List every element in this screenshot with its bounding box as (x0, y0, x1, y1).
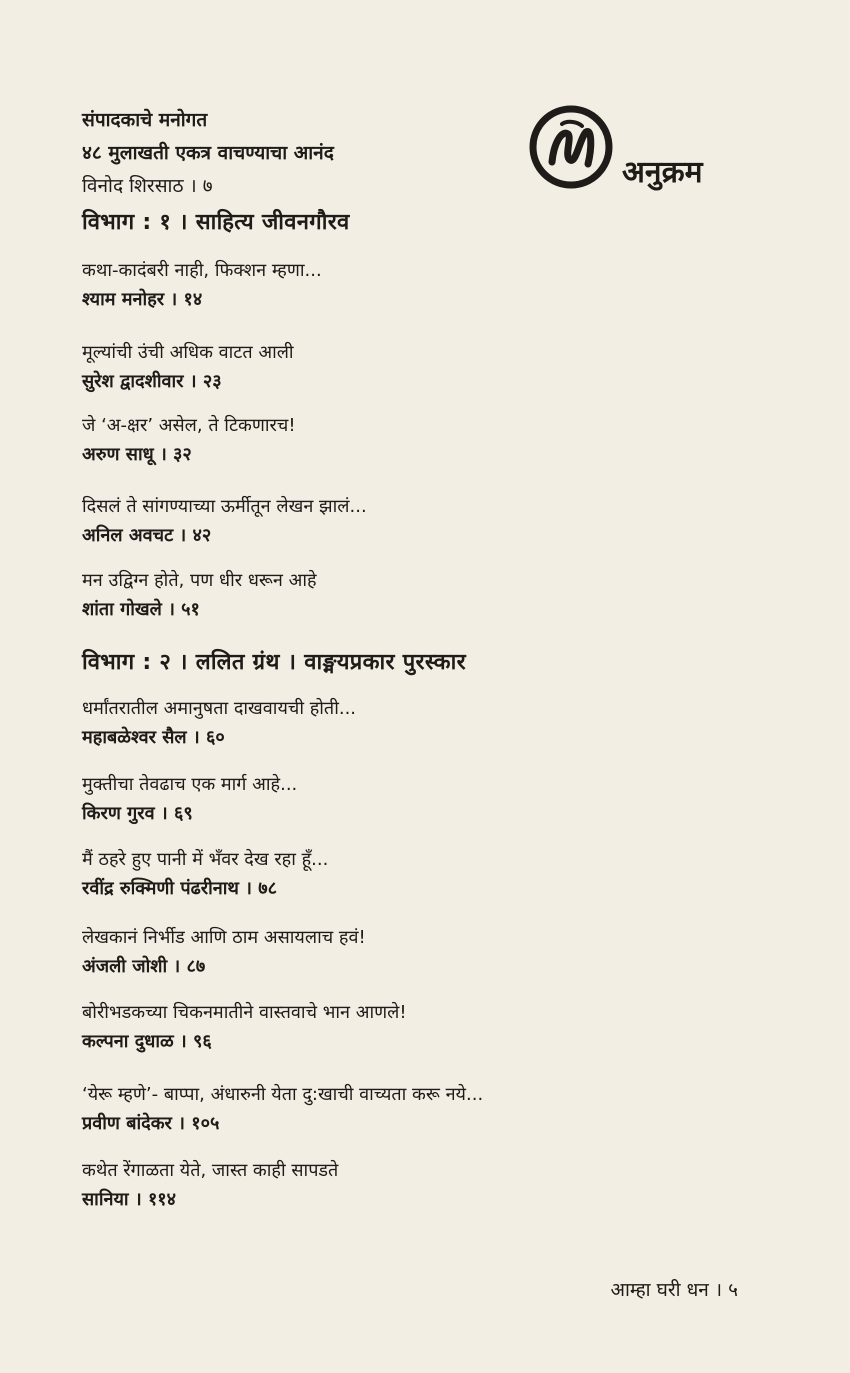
entry-author-page: सानिया । ११४ (82, 1189, 177, 1210)
toc-entry (82, 1000, 407, 1058)
page-title: अनुक्रम (622, 155, 703, 190)
entry-author-page: अरुण साधू । ३२ (82, 444, 192, 465)
entry-title: कथेत रेंगाळता येते, जास्त काही सापडते (82, 1160, 339, 1181)
entry-title: दिसलं ते सांगण्याच्या ऊर्मीतून लेखन झालं... (82, 496, 367, 517)
section-heading: विभाग : २ । ललित ग्रंथ । वाङ्मयप्रकार पुरस्कार (82, 650, 466, 675)
section-heading: विभाग : १ । साहित्य जीवनगौरव (82, 210, 350, 235)
entry-author-page: किरण गुरव । ६९ (82, 803, 193, 824)
entry-author-page: कल्पना दुधाळ । ९६ (82, 1031, 212, 1052)
entry-title: कथा-कादंबरी नाही, फिक्शन म्हणा... (82, 260, 322, 281)
entry-author-page: सुरेश द्वादशीवार । २३ (82, 371, 222, 392)
toc-entry (82, 258, 322, 316)
entry-title: लेखकानं निर्भीड आणि ठाम असायलाच हवं! (82, 927, 366, 948)
entry-author-page: श्याम मनोहर । १४ (82, 289, 203, 310)
toc-entry (82, 1082, 483, 1140)
entry-title: मैं ठहरे हुए पानी में भँवर देख रहा हूँ... (82, 849, 329, 870)
toc-entry (82, 925, 366, 983)
entry-title: मुक्तीचा तेवढाच एक मार्ग आहे... (82, 774, 298, 795)
entry-title: बोरीभडकच्या चिकनमातीने वास्तवाचे भान आणले! (82, 1002, 407, 1023)
preface-title: ४८ मुलाखती एकत्र वाचण्याचा आनंद (82, 142, 334, 164)
toc-entry (82, 847, 328, 905)
toc-entry (82, 340, 294, 398)
toc-entry (82, 494, 367, 552)
entry-author-page: प्रवीण बांदेकर । १०५ (82, 1113, 220, 1134)
toc-entry (82, 1158, 338, 1216)
entry-title: मूल्यांची उंची अधिक वाटत आली (82, 342, 294, 363)
editor-preface (82, 104, 334, 203)
entry-author-page: महाबळेश्वर सैल । ६० (82, 727, 225, 748)
entry-author-page: अंजली जोशी । ८७ (82, 956, 206, 977)
entry-title: जे ‘अ-क्षर’ असेल, ते टिकणारच! (82, 415, 296, 436)
entry-author-page: शांता गोखले । ५१ (82, 599, 200, 620)
toc-entry (82, 413, 296, 471)
toc-entry (82, 696, 356, 754)
preface-author: विनोद शिरसाठ । ७ (82, 175, 213, 197)
entry-author-page: रवींद्र रुक्मिणी पंढरीनाथ । ७८ (82, 878, 277, 899)
toc-entry (82, 772, 297, 830)
toc-entry (82, 568, 317, 626)
circular-monogram-logo-icon (528, 104, 614, 190)
page-footer: आम्हा घरी धन । ५ (610, 1279, 738, 1301)
entry-title: धर्मांतरातील अमानुषता दाखवायची होती... (82, 698, 357, 719)
entry-title: मन उद्विग्न होते, पण धीर धरून आहे (82, 570, 317, 591)
preface-heading: संपादकाचे मनोगत (82, 109, 208, 131)
entry-title: ‘येरू म्हणे’- बाप्पा, अंधारुनी येता दु:खाची वाच्यता करू नये... (82, 1084, 484, 1105)
entry-author-page: अनिल अवचट । ४२ (82, 525, 212, 546)
